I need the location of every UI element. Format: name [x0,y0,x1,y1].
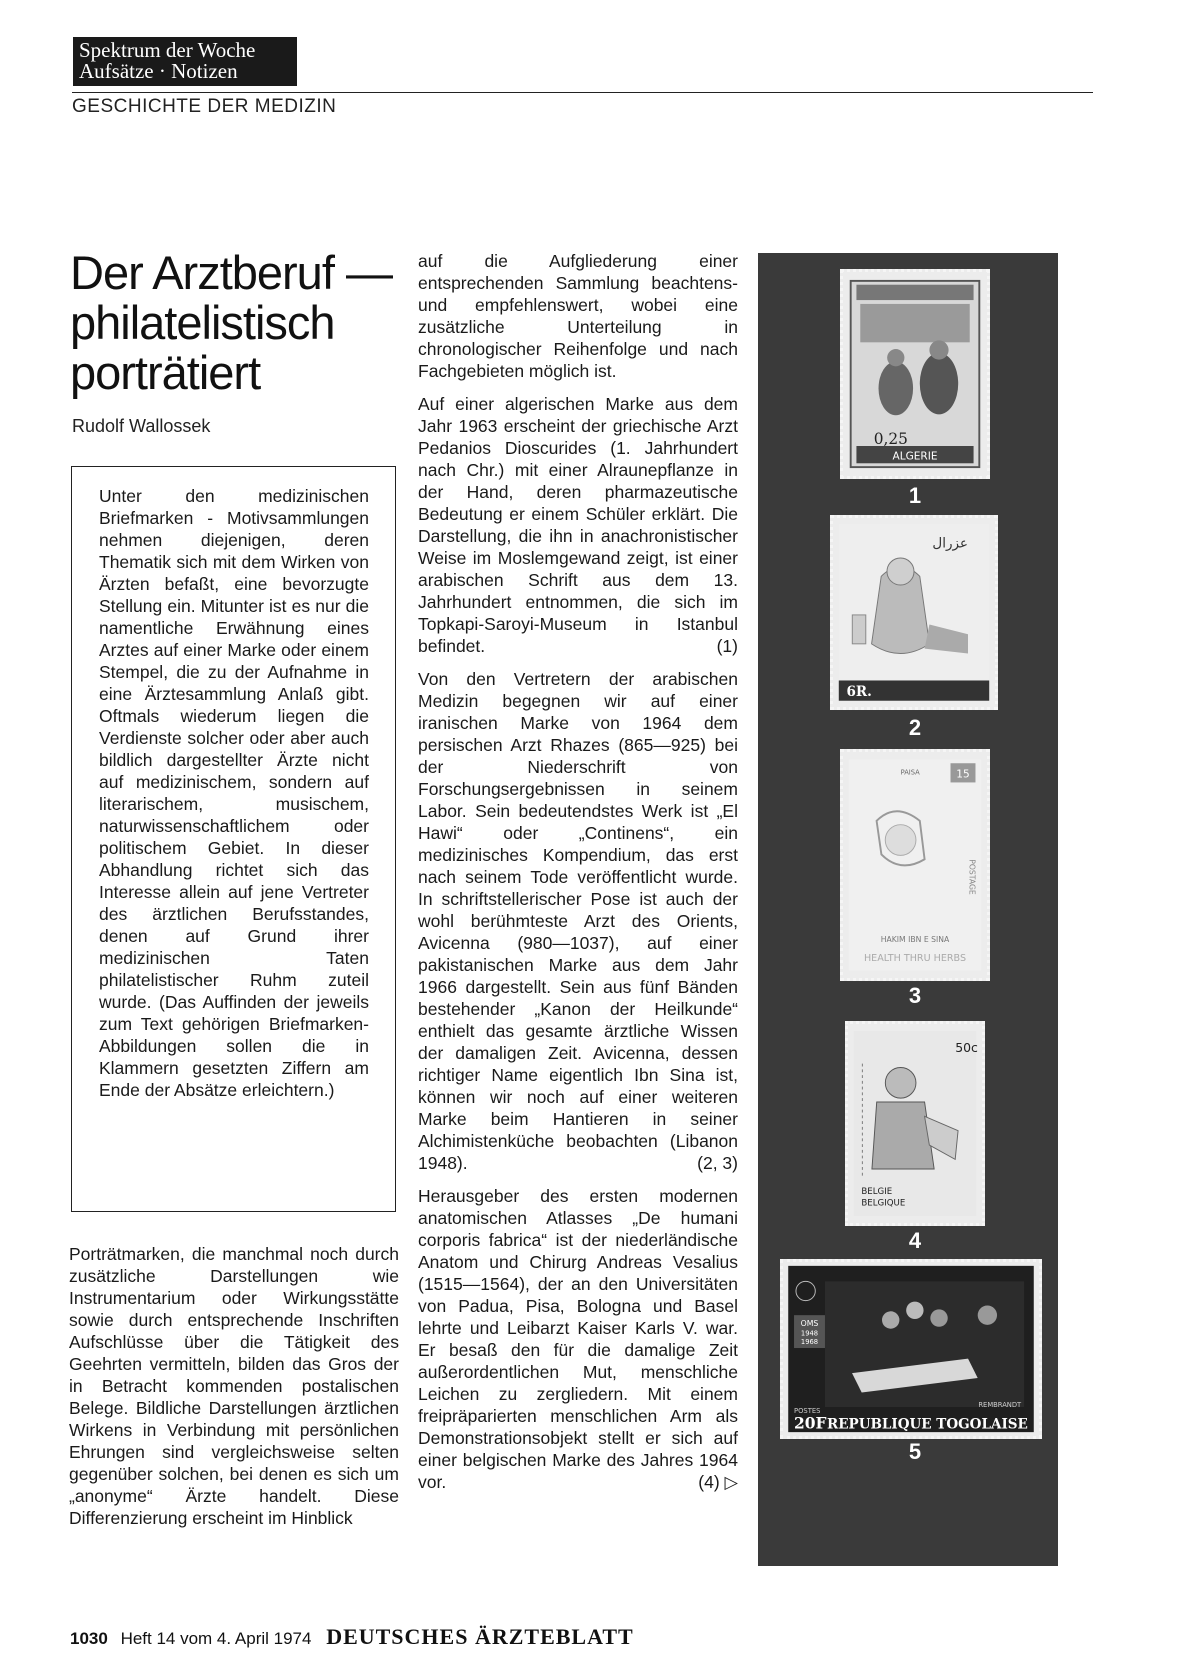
stamp-reference: (4) ▷ [698,1472,738,1492]
stamp-side-text: POSTAGE [967,859,977,895]
paragraph-text: auf die Aufgliederung einer entsprechenden Sammlung beachtens- und empfehlenswert, wobei eine zusätzliche Unterteilung in chronologischer Reihenfolge und nach Fachgebieten möglich ist. [418,251,738,381]
journal-name: DEUTSCHES ÄRZTEBLATT [326,1624,634,1649]
stamp-number: 2 [908,715,922,740]
stamp-badge: 1968 [800,1338,819,1347]
title-line: Der Arztberuf — [70,246,392,299]
stamp-script-label: عزرال [932,535,968,552]
stamp-caption: HAKIM IBN E SINA [880,934,950,944]
paragraph-text: Von den Vertretern der arabischen Medizin begegnen wir auf einer iranischen Marke von 1964 dem persischen Arzt Rhazes (865—925) bei der Niederschrift von Forschungsergebnissen in seinem Labor. Sein bedeutendstes Werk ist „El Hawi“ oder „Continens“, ein medizinisches Kompendium, das erst nach seinem Tode veröffentlicht wurde. In schriftstellerischer Pose ist auch der wohl berühmteste Arzt des Orients, Avicenna (980—1037), auf einer pakistanischen Marke aus dem Jahr 1966 dargestellt. Sein aus fünf Bänden bestehender „Kanon der Heilkunde“ enthielt das gesamte ärztliche Wissen der damaligen Zeit. Avicenna, dessen richtiger Name eigentlich Ibn Sina ist, können wir noch auf einer weiteren Marke beim Hantieren in seiner Alchimistenküche beobachten (Libanon 1948). [418,669,738,1173]
section-label-box [73,37,297,86]
issue-info: Heft 14 vom 4. April 1974 [120,1629,312,1648]
stamp-value: 6R. [846,683,872,700]
title-line: philatelistisch [70,296,335,349]
stamp-image-pakistan [840,749,990,981]
stamp-number: 1 [908,483,922,508]
stamp-value: 0,25 [873,430,908,449]
column-1-text [69,1243,399,1540]
stamp-value: 20F [794,1413,827,1433]
paragraph-text: Herausgeber des ersten modernen anatomischen Atlasses „De humani corporis fabrica“ ist der niederländische Anatom und Chirurg Andreas Vesalius (1515—1564), der an den Universitäten von Padua, Pisa, Bologna und Basel lehrte und Leibarzt Kaiser Karls V. war. Er besaß den für die damalige Zeit außerordentlichen Mut, menschliche Leichen zu zergliedern. Mit einem freipräparierten menschlichen Arm als Demonstrationsobjekt stellt er sich auf einer belgischen Marke des Jahres 1964 vor. [418,1186,738,1492]
stamp-caption: BELGIE [861,1186,893,1197]
stamp-illustration [848,1024,982,1223]
abstract-text: Unter den medizinischen Briefmarken - Motivsammlungen nehmen diejenigen, deren Thematik sich mit dem Wirken von Ärzten befaßt, eine bevorzugte Stellung ein. Mitunter ist es nur die namentliche Erwähnung eines Arztes auf einer Marke oder einem Stempel, die zu der Aufnahme in eine Ärztesammlung Anlaß gibt. Oftmals wiederum liegen die Verdienste solcher oder aber auch bildlich dargestellter Ärzte nicht auf medizinischem, sondern auf literarischem, musischem, naturwissenschaftlichem oder politischem Gebiet. In dieser Abhandlung richtet sich das Interesse allein auf jene Vertreter des ärztlichen Berufsstandes, denen auf Grund ihrer medizinischen Taten philatelistischer Ruhm zuteil wurde. (Das Auffinden der jeweils zum Text gehörigen Briefmarken-Abbildungen sollen die in Klammern gesetzten Ziffern am Ende der Absätze erleichtern.) [99,486,369,1100]
stamp-illustration [843,272,987,476]
stamp-value: 50c [955,1040,978,1056]
paragraph [418,250,738,382]
stamp-postes: POSTES [794,1406,821,1415]
stamp-caption: REPUBLIQUE TOGOLAISE [827,1416,1028,1433]
stamp-badge: 1948 [800,1329,819,1338]
stamp-image-belgium [845,1021,985,1226]
section-label-line2: Aufsätze · Notizen [79,59,238,83]
article-title [70,248,410,398]
stamp-illustration [783,1262,1039,1436]
stamp-artist: REMBRANDT [978,1401,1022,1409]
stamp-image-togo [780,1259,1042,1439]
stamp-value: 15 [956,768,970,781]
stamp-photo-strip [758,253,1058,1566]
section-label-line1: Spektrum der Woche [79,38,256,62]
stamp-illustration [843,752,987,978]
stamp-number: 3 [908,983,922,1008]
paragraph: Porträtmarken, die manchmal noch durch zusätzliche Darstellungen wie Instrumentarium oder Wirkungsstätte sowie durch entsprechende Inschriften Aufschlüsse über die Tätigkeit des Geehrten vermitteln, bilden das Gros der in Betracht kommenden postalischen Belege. Bildliche Darstellungen ärztlichen Wirkens in Verbindung mit persönlichen Ehrungen sind vergleichsweise selten gegenüber solchen, bei denen es sich um „anonyme“ Ärzte handelt. Diese Differenzierung erscheint im Hinblick [69,1244,399,1528]
column-2-text [418,250,738,1504]
article-author: Rudolf Wallossek [72,416,211,436]
stamp-bottom-text: HEALTH THRU HERBS [863,953,967,964]
paragraph-text: Auf einer algerischen Marke aus dem Jahr 1963 erscheint der griechische Arzt Pedanios Dioscurides (1. Jahrhundert nach Chr.) mit einer Alraunepflanze in der Hand, deren pharmazeutische Bedeutung er einem Schüler erklärt. Die Darstellung, die ihn in anachronistischer Weise im Moslemgewand zeigt, ist einer arabischen Schrift aus dem 13. Jahrhundert entnommen, die sich im Topkapi-Saroyi-Museum in Istanbul befindet. [418,394,738,656]
title-line: porträtiert [70,346,261,399]
paragraph [418,1185,738,1493]
stamp-caption: BELGIQUE [861,1198,906,1209]
stamp-top-text: PAISA [900,768,920,777]
stamp-image-algeria [840,269,990,479]
stamp-reference: (1) [716,636,738,656]
stamp-illustration [833,518,995,707]
paragraph [418,668,738,1174]
stamp-number: 4 [908,1228,922,1253]
paragraph [418,393,738,657]
stamp-image-iran [830,515,998,710]
stamp-number: 5 [908,1439,922,1464]
page-number: 1030 [70,1629,108,1648]
stamp-badge: OMS [800,1318,819,1328]
stamp-caption: ALGERIE [892,450,938,463]
header-rule [72,92,1093,93]
section-title: GESCHICHTE DER MEDIZIN [72,96,337,117]
stamp-reference: (2, 3) [697,1153,738,1173]
page-footer [70,1624,634,1650]
abstract-box [71,466,396,1212]
